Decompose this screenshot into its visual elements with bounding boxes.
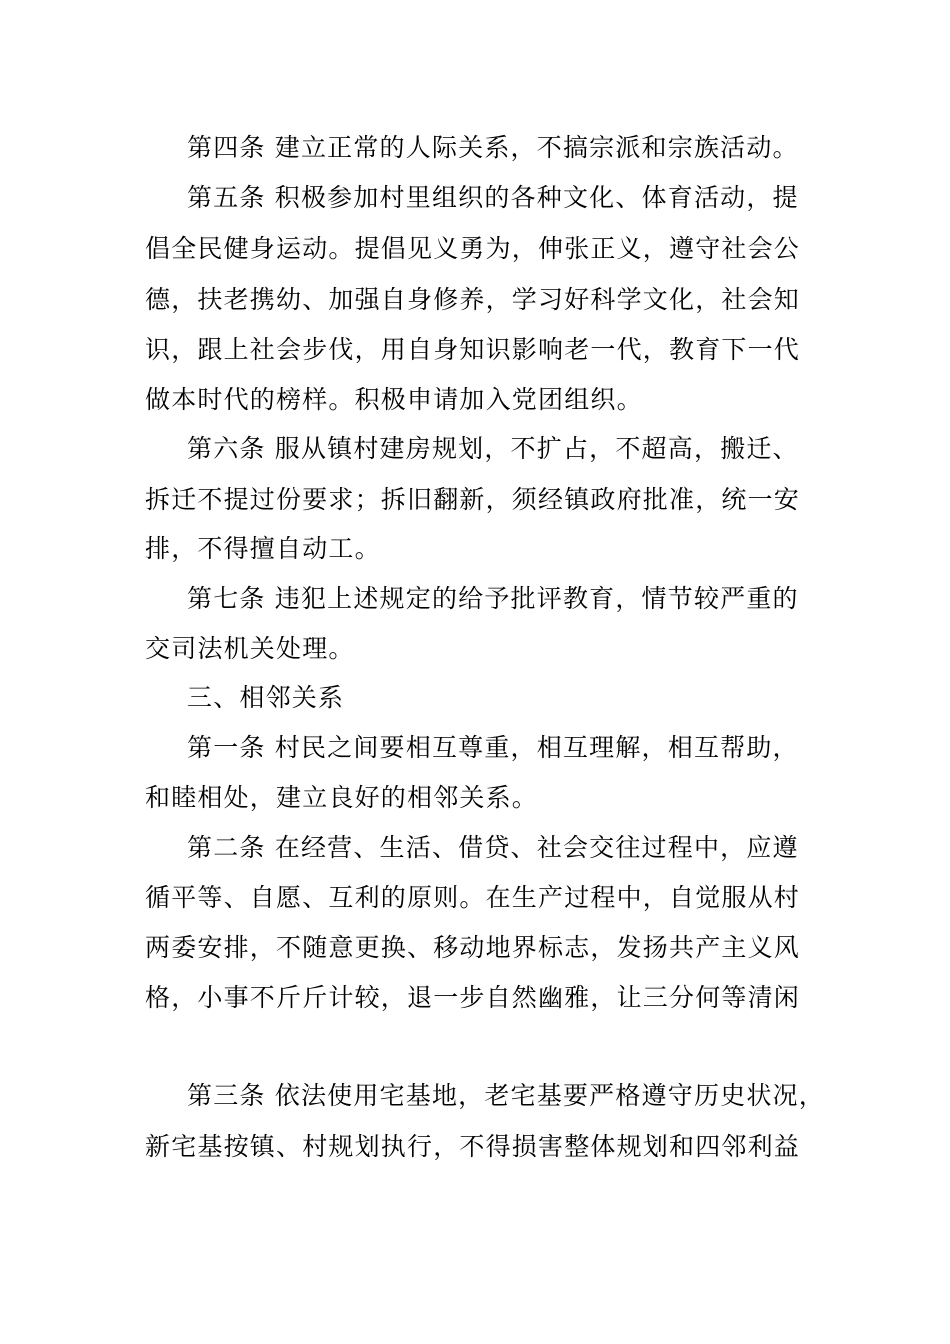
article-5-line-1: 第五条 积极参加村里组织的各种文化、体育活动，提 xyxy=(187,183,799,212)
article-7-line-1: 第七条 违犯上述规定的给予批评教育，情节较严重的 xyxy=(187,584,799,613)
neighbor-article-2-line-1: 第二条 在经营、生活、借贷、社会交往过程中，应遵 xyxy=(187,833,799,862)
article-6-line-2: 拆迁不提过份要求；拆旧翻新，须经镇政府批准，统一安 xyxy=(145,485,801,514)
neighbor-article-3-line-2: 新宅基按镇、村规划执行，不得损害整体规划和四邻利益 xyxy=(145,1132,801,1161)
section-heading: 三、相邻关系 xyxy=(187,683,345,712)
neighbor-article-1-line-2: 和睦相处，建立良好的相邻关系。 xyxy=(145,783,539,812)
neighbor-article-2-line-3: 两委安排，不随意更换、移动地界标志，发扬共产主义风 xyxy=(145,933,801,962)
article-6-line-1: 第六条 服从镇村建房规划，不扩占，不超高，搬迁、 xyxy=(187,434,799,463)
article-5-line-4: 识，跟上社会步伐，用自身知识影响老一代，教育下一代 xyxy=(145,335,801,364)
neighbor-article-2-line-2: 循平等、自愿、互利的原则。在生产过程中，自觉服从村 xyxy=(145,883,801,912)
article-4-line-1: 第四条 建立正常的人际关系，不搞宗派和宗族活动。 xyxy=(187,133,799,162)
neighbor-article-2-line-4: 格，小事不斤斤计较，退一步自然幽雅，让三分何等清闲 xyxy=(145,983,801,1012)
article-5-line-2: 倡全民健身运动。提倡见义勇为，伸张正义，遵守社会公 xyxy=(145,234,801,263)
article-5-line-3: 德，扶老携幼、加强自身修养，学习好科学文化，社会知 xyxy=(145,285,801,314)
neighbor-article-1-line-1: 第一条 村民之间要相互尊重，相互理解，相互帮助， xyxy=(187,733,799,762)
article-6-line-3: 排，不得擅自动工。 xyxy=(145,534,381,563)
article-5-line-5: 做本时代的榜样。积极申请加入党团组织。 xyxy=(145,385,643,414)
neighbor-article-3-line-1: 第三条 依法使用宅基地，老宅基要严格遵守历史状况， xyxy=(187,1081,825,1110)
article-7-line-2: 交司法机关处理。 xyxy=(145,634,355,663)
